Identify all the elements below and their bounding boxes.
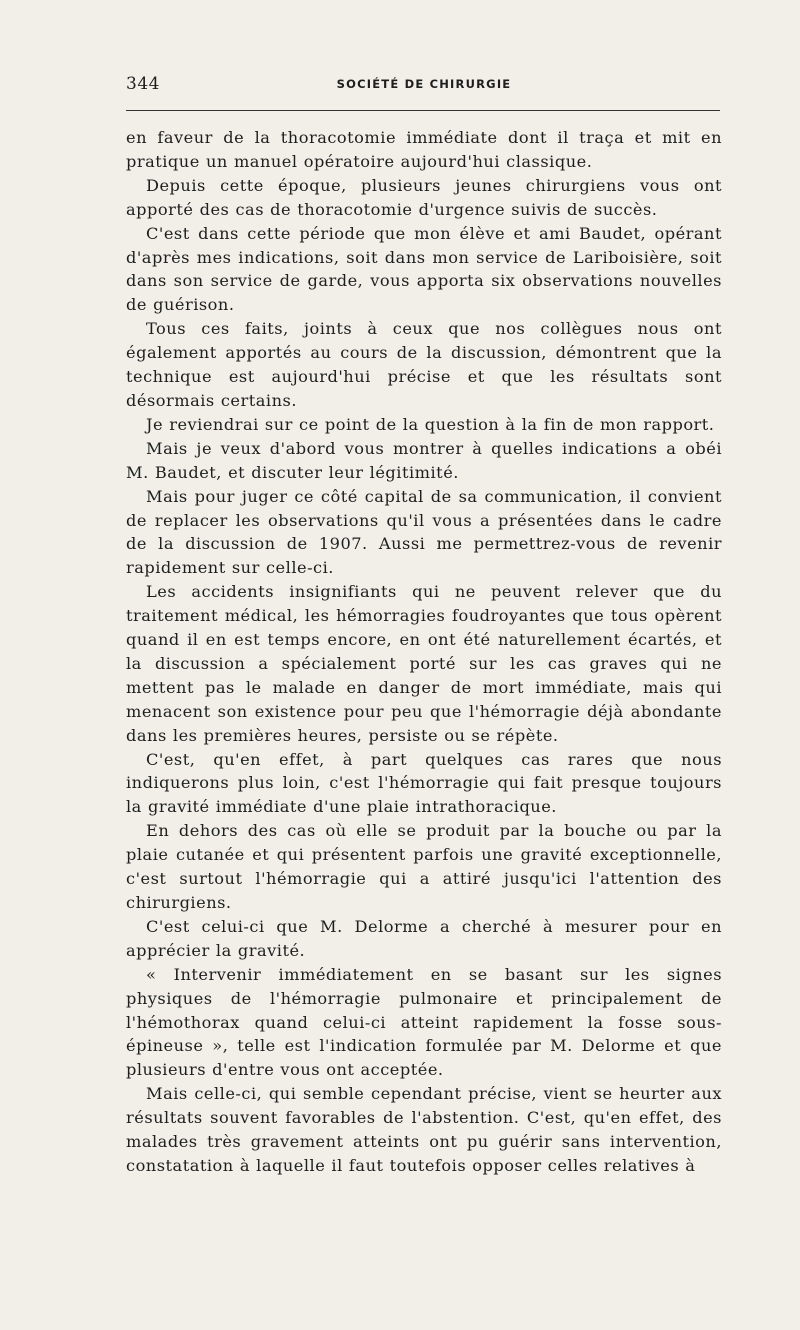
paragraph: C'est dans cette période que mon élève et ami Baudet, opérant d'après mes indications, soit dans mon service de Lariboisière, soit dans son service de garde, vous apporta six observations nouvelles de guérison. — [126, 223, 722, 315]
paragraph: Les accidents insignifiants qui ne peuvent relever que du traitement médical, les hémorragies foudroyantes que tous opèrent quand il en est temps encore, en ont été naturellement écartés, et la discussion a spécialement porté sur les cas graves qui ne mettent pas le malade en danger de mort immédiate, mais qui menacent son existence pour peu que l'hémorragie déjà abondante dans les premières heures, persiste ou se répète. — [126, 582, 722, 745]
page-number: 344 — [126, 74, 160, 94]
paragraph: Tous ces faits, joints à ceux que nos collègues nous ont également apportés au cours de la discussion, démontrent que la technique est aujourd'hui précise et que les résultats sont désormais certains. — [126, 319, 722, 410]
paragraph: Mais je veux d'abord vous montrer à quelles indications a obéi M. Baudet, et discuter leur légitimité. — [126, 438, 722, 482]
paragraph: « Intervenir immédiatement en se basant sur les signes physiques de l'hémorragie pulmonaire et principalement de l'hémothorax quand celui-ci atteint rapidement la fosse sous-épineuse », telle est l'indication formulée par M. Delorme et que plusieurs d'entre vous ont acceptée. — [126, 964, 722, 1080]
paragraph: Mais pour juger ce côté capital de sa communication, il convient de replacer les observations qu'il vous a présentées dans le cadre de la discussion de 1907. Aussi me permettrez-vous de revenir rapidement sur celle-ci. — [126, 486, 722, 578]
body-text — [126, 126, 722, 1178]
paragraph: C'est, qu'en effet, à part quelques cas rares que nous indiquerons plus loin, c'est l'hémorragie qui fait presque toujours la gravité immédiate d'une plaie intrathoracique. — [126, 749, 722, 817]
paragraph: En dehors des cas où elle se produit par la bouche ou par la plaie cutanée et qui présentent parfois une gravité exceptionnelle, c'est surtout l'hémorragie qui a attiré jusqu'ici l'attention des chirurgiens. — [126, 821, 722, 912]
header-rule — [126, 110, 720, 111]
paragraph: Je reviendrai sur ce point de la question à la fin de mon rapport. — [146, 414, 715, 434]
paragraph: Mais celle-ci, qui semble cependant précise, vient se heurter aux résultats souvent favorables de l'abstention. C'est, qu'en effet, des malades très gravement atteints ont pu guérir sans intervention, constatation à laquelle il faut toutefois opposer celles relatives à — [126, 1084, 722, 1175]
paragraph: C'est celui-ci que M. Delorme a cherché à mesurer pour en apprécier la gravité. — [126, 916, 722, 960]
paragraph: Depuis cette époque, plusieurs jeunes chirurgiens vous ont apporté des cas de thoracotomie d'urgence suivis de succès. — [126, 175, 722, 219]
running-head — [126, 74, 722, 98]
running-title: SOCIÉTÉ DE CHIRURGIE — [336, 77, 512, 91]
paragraph: en faveur de la thoracotomie immédiate dont il traça et mit en pratique un manuel opératoire aujourd'hui classique. — [126, 128, 722, 171]
